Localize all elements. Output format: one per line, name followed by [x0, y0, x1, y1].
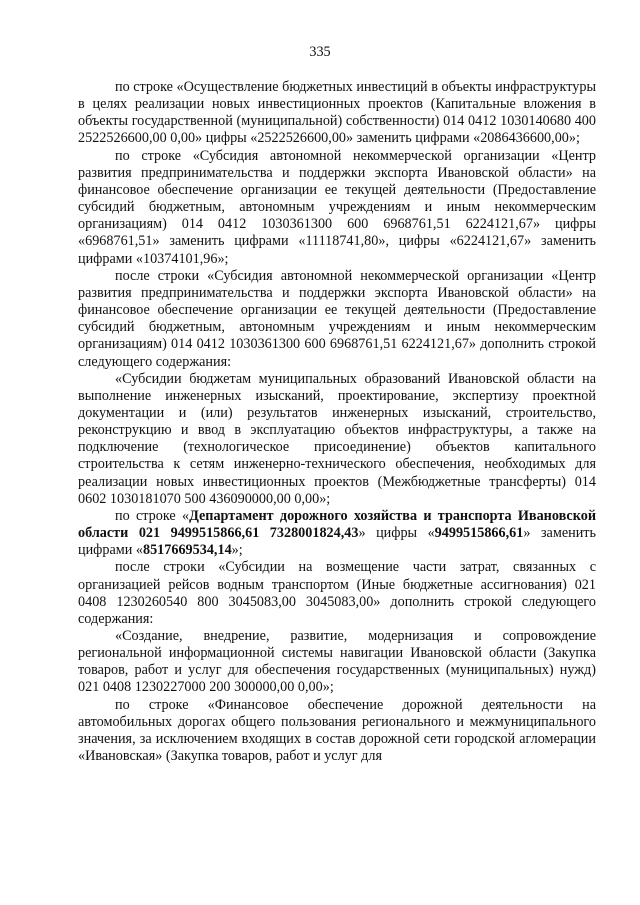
text-segment: » цифры «: [358, 525, 435, 542]
text-segment: «Субсидии бюджетам муниципальных образований Ивановской области на выполнение инженерных изысканий, проектирование, экспертизу проектной документации и (или) результатов инженерных изысканий, строительство, реконструкцию и ввод в эксплуатацию объектов инфраструктуры, а также на подключение (технологическое присоединение) объектов капитального строительства к сетям инженерно-технического обеспечения, необходимых для реализации новых инвестиционных проектов (Межбюджетные трансферты) 014 0602 1030181070 500 436090000,00 0,00»;: [78, 370, 596, 507]
text-segment: по строке «Осуществление бюджетных инвестиций в объекты инфраструктуры в целях реализации новых инвестиционных проектов (Капитальные вложения в объекты государственной (муниципальной) собственности) 014 0412 1030140680 400 2522526600,00 0,00» цифры «2522526600,00» заменить цифрами «2086436600,00»;: [78, 79, 596, 147]
document-body: [78, 79, 596, 765]
paragraph: [78, 697, 596, 766]
paragraph: [78, 268, 596, 371]
paragraph: [78, 508, 596, 559]
text-segment: »;: [231, 542, 243, 559]
text-segment: по строке «: [115, 507, 190, 524]
paragraph: [78, 371, 596, 508]
page-number: 335: [309, 44, 331, 60]
text-segment: » заменить цифрами «: [78, 525, 596, 559]
text-segment: по строке «Финансовое обеспечение дорожной деятельности на автомобильных дорогах общего пользования регионального и межмуниципального значения, за исключением входящих в состав дорожной сети городской агломерации «Ивановская» (Закупка товаров, работ и услуг для: [78, 696, 596, 765]
text-segment: по строке «Субсидия автономной некоммерческой организации «Центр развития предпринимательства и поддержки экспорта Ивановской области» на финансовое обеспечение организации ее текущей деятельности (Предоставление субсидий бюджетным, автономным учреждениям и иным некоммерческим организациям) 014 0412 1030361300 600 6968761,51 6224121,67» цифры «6968761,51» заменить цифрами «11118741,80», цифры «6224121,67» заменить цифрами «10374101,96»;: [78, 147, 596, 267]
paragraph: [78, 79, 596, 148]
text-segment: после строки «Субсидия автономной некоммерческой организации «Центр развития предпринимательства и поддержки экспорта Ивановской области» на финансовое обеспечение организации ее текущей деятельности (Предоставление субсидий бюджетным, автономным учреждениям и иным некоммерческим организациям) 014 0412 1030361300 600 6968761,51 6224121,67» дополнить строкой следующего содержания:: [78, 267, 596, 370]
paragraph: [78, 559, 596, 628]
bold-text: 8517669534,14: [142, 542, 232, 559]
bold-text: 9499515866,61: [434, 525, 524, 542]
text-segment: после строки «Субсидии на возмещение части затрат, связанных с организацией рейсов водным транспортом (Иные бюджетные ассигнования) 021 0408 1230260540 800 3045083,00 3045083,00» дополнить строкой следующего содержания:: [78, 559, 596, 627]
text-segment: «Создание, внедрение, развитие, модернизация и сопровождение региональной информационной системы навигации Ивановской области (Закупка товаров, работ и услуг для обеспечения государственных (муниципальных) нужд) 021 0408 1230227000 200 300000,00 0,00»;: [78, 628, 596, 696]
paragraph: [78, 628, 596, 697]
paragraph: [78, 148, 596, 268]
bold-text: Департамент дорожного хозяйства и транспорта Ивановской области 021 9499515866,61 7328001824,43: [78, 507, 596, 542]
